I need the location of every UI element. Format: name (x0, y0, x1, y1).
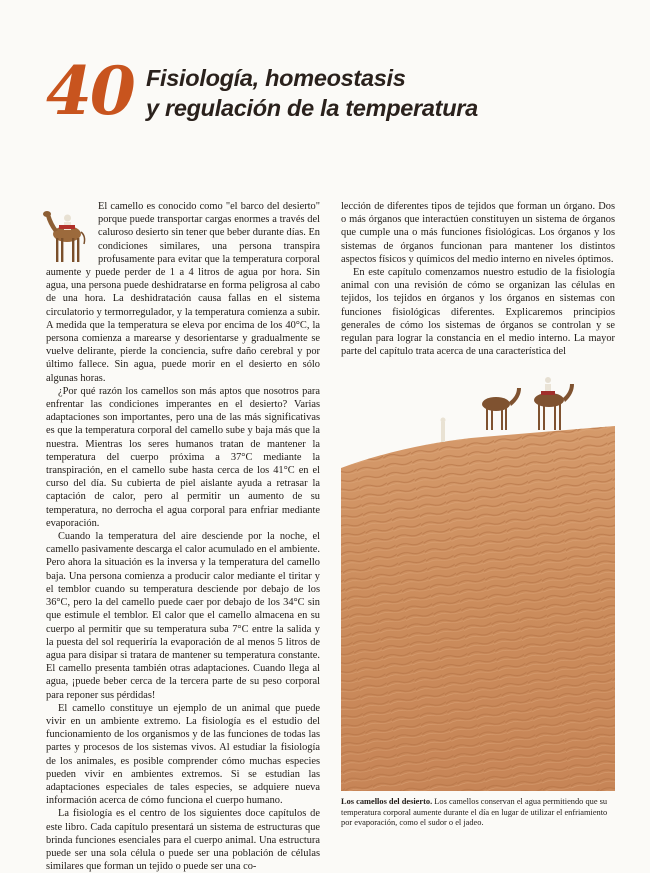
paragraph-4: El camello constituye un ejemplo de un animal que puede vivir en un ambiente extremo. La fisiología es el estudio del funcionamiento de los organismos y de las funciones de todas las partes y procesos de los sistemas vivos. Al estudiar la fisiología de los animales, es posible comprender cómo muchas especies pueden vivir en ambientes extremos. Si se estudian las adaptaciones especiales de tales especies, se adquiere nueva información acerca de cómo funciona el cuerpo humano. (46, 702, 320, 807)
chapter-title (146, 63, 478, 123)
right-column (341, 200, 615, 358)
chapter-title-line1: Fisiología, homeostasis (146, 65, 406, 91)
desert-scene (341, 358, 615, 791)
chapter-number: 40 (46, 52, 134, 130)
caption-text: Los camellos conservan el agua permitiendo que su temperatura corporal aumente durante el día en lugar de utilizar el enfriamiento por evaporación, como el sudor o el jadeo. (341, 797, 608, 828)
paragraph-1: El camello es conocido como "el barco del desierto" porque puede transportar cargas enormes a través del caluroso desierto sin tener que beber durante días. En condiciones similares, una persona transpira profusamente para evitar que la temperatura corporal aumente y puede perder de 1 a 4 litros de agua por hora. Sin agua, una persona puede deshidratarse en forma peligrosa al cabo de una hora. La deshidratación causa fallas en el sistema circulatorio y termorregulador, y la temperatura comienza a subir. A medida que la temperatura se eleva por encima de los 40°C, la persona comienza a marearse y desorientarse y gradualmente se vuelve delirante, pierde la conciencia, sufre daño cerebral y por último fallece. Sin agua, puede morir en el desierto en sólo algunas horas. (46, 201, 320, 384)
figure-caption (341, 797, 615, 829)
paragraph-7: En este capítulo comenzamos nuestro estudio de la fisiología animal con una revisión de cómo se organizan las células en tejidos, los tejidos en órganos y los órganos en sistemas con funciones fisiológicas diferentes. Explicaremos principios generales de cómo los sistemas de órganos se controlan y se regulan para lograr la constancia en el medio interno. La mayor parte del capítulo trata acerca de una característica del (341, 267, 615, 358)
camel-rider-icon (40, 200, 94, 266)
paragraph-6: lección de diferentes tipos de tejidos que forman un órgano. Dos o más órganos que interactúen constituyen un sistema de órganos que cumple una o más funciones fisiológicas. Los órganos y los sistemas de órganos funcionan para mantener los distintos aspectos físicos y químicos del medio interno en niveles óptimos. (341, 201, 615, 265)
paragraph-2: ¿Por qué razón los camellos son más aptos que nosotros para enfrentar las condiciones imperantes en el desierto? Varias adaptaciones son importantes, pero una de las más significativas es que la temperatura corporal del camello sube y baja más que la nuestra. Mientras los seres humanos tratan de mantener la temperatura del cuerpo próxima a 37°C mediante la transpiración, en el camello sube hasta cerca de los 41°C en el curso del día. Su cubierta de piel aislante ayuda a retrasar la captación de calor, pero al permitir un aumento de su temperatura, no derrocha el agua corporal para enfriar mediante evaporación. (46, 385, 320, 529)
paragraph-3: Cuando la temperatura del aire desciende por la noche, el camello pasivamente descarga el calor acumulado en el ambiente. Pero ahora la situación es la inversa y la temperatura del camello baja. Una persona comienza a producir calor mediante el tiritar y el temblor cuando su temperatura desciende por debajo de los 36°C, pero la del camello puede caer por debajo de los 34°C sin que estimule el temblor. El calor que el camello almacena en su cuerpo al permitir que su temperatura suba 7°C entre la salida y la puesta del sol requeriría la evaporación de al menos 5 litros de agua para disipar si tratara de mantener su temperatura constante. El camello presenta también otras adaptaciones. Cuando llega al agua, ¡puede beber cerca de la tercera parte de su peso corporal para reponer sus pérdidas! (46, 531, 320, 701)
caption-title: Los camellos del desierto. (341, 797, 433, 806)
left-column (46, 200, 320, 873)
paragraph-5: La fisiología es el centro de los siguientes doce capítulos de este libro. Cada capítulo presentará un sistema de estructuras que brinda funciones esenciales para el cuerpo animal. Una estructura puede ser una sola célula o puede ser una población de células similares que forman un tejido o puede ser una co- (46, 808, 320, 873)
chapter-title-line2: y regulación de la temperatura (146, 95, 478, 121)
desert-dunes-photo (341, 358, 615, 791)
